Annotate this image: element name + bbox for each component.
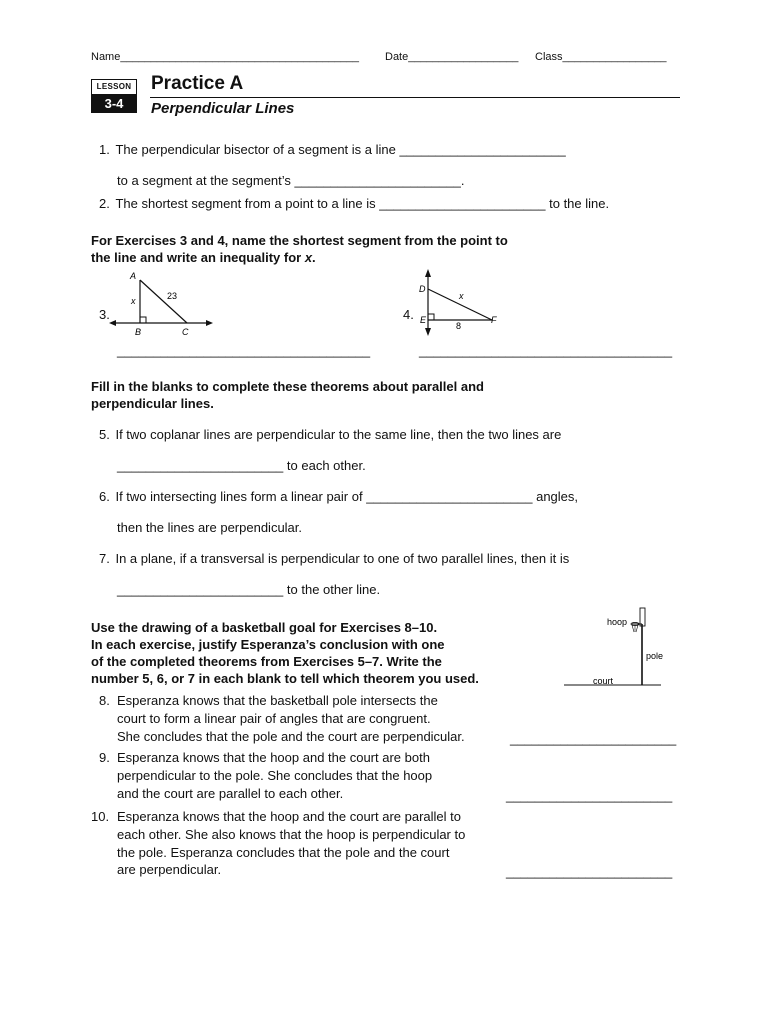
instruction-basketball-line2: In each exercise, justify Esperanza’s conclusion with one	[91, 637, 445, 652]
exercise-7-continued[interactable]: _______________________ to the other line.	[117, 582, 381, 597]
name-field[interactable]: Name_______________________________________	[91, 51, 359, 63]
exercise-4-number: 4.	[403, 307, 414, 322]
instruction-theorems-line2: perpendicular lines.	[91, 396, 214, 411]
label-side-8: 8	[456, 321, 462, 331]
basketball-goal-figure	[560, 604, 670, 690]
arrow-up-icon	[425, 269, 431, 277]
label-court: court	[593, 676, 614, 686]
date-field[interactable]: Date__________________	[385, 51, 519, 63]
exercise-8-number: 8.	[99, 693, 110, 708]
label-hoop: hoop	[607, 617, 628, 627]
net-icon	[632, 625, 638, 632]
exercise-5-continued[interactable]: _______________________ to each other.	[117, 458, 366, 473]
exercise-3-number: 3.	[99, 307, 110, 322]
label-e: E	[420, 315, 427, 325]
exercise-6[interactable]: 6. If two intersecting lines form a linear pair of _______________________ angles,	[99, 489, 579, 504]
segment-ac	[140, 280, 187, 323]
label-side-23: 23	[167, 291, 178, 301]
instruction-basketball-line1: Use the drawing of a basketball goal for Exercises 8–10.	[91, 620, 438, 635]
lesson-tag: LESSON	[91, 79, 137, 95]
exercise-9-line2: perpendicular to the pole. She concludes that the hoop	[117, 768, 433, 783]
label-x: x	[131, 296, 136, 306]
label-d: D	[419, 284, 426, 294]
instruction-basketball-line3: of the completed theorems from Exercises 5–7. Write the	[91, 654, 442, 669]
right-angle-mark	[140, 317, 146, 323]
exercise-8-line3: She concludes that the pole and the court are perpendicular.	[117, 729, 465, 744]
title-divider	[150, 97, 680, 98]
exercise-9-number: 9.	[99, 750, 110, 765]
label-pole: pole	[646, 651, 664, 661]
arrow-right-icon	[206, 320, 213, 326]
exercise-10-number: 10.	[91, 809, 110, 824]
exercise-6-continued: then the lines are perpendicular.	[117, 520, 303, 535]
answer-blank-10[interactable]: _______________________	[506, 864, 673, 879]
label-c: C	[182, 327, 189, 337]
label-x: x	[459, 291, 464, 301]
exercise-7: 7. In a plane, if a transversal is perpendicular to one of two parallel lines, then it is	[99, 551, 570, 566]
exercise-10-line2: each other. She also knows that the hoop is perpendicular to	[117, 827, 466, 842]
answer-blank-8[interactable]: _______________________	[510, 731, 677, 746]
class-field[interactable]: Class_________________	[535, 51, 667, 63]
lesson-number: 3-4	[91, 95, 137, 113]
exercise-5[interactable]: 5. If two coplanar lines are perpendicular to the same line, then the two lines are	[99, 427, 562, 442]
triangle-abc-figure	[105, 268, 220, 340]
answer-blank-4[interactable]: ___________________________________	[419, 343, 673, 358]
exercise-8-line1: Esperanza knows that the basketball pole intersects the	[117, 693, 438, 708]
exercise-8-line2: court to form a linear pair of angles that are congruent.	[117, 711, 431, 726]
backboard-icon	[640, 608, 645, 626]
instruction-3-4-line2: the line and write an inequality for x.	[91, 250, 316, 265]
label-f: F	[491, 315, 497, 325]
instruction-theorems-line1: Fill in the blanks to complete these theorems about parallel and	[91, 379, 484, 394]
arrow-left-icon	[109, 320, 116, 326]
instruction-3-4-line1: For Exercises 3 and 4, name the shortest segment from the point to	[91, 233, 508, 248]
answer-blank-9[interactable]: _______________________	[506, 788, 673, 803]
page-title: Practice A	[151, 73, 244, 94]
exercise-1[interactable]: 1. The perpendicular bisector of a segment is a line _______________________	[99, 142, 566, 157]
answer-blank-3[interactable]: ___________________________________	[117, 343, 371, 358]
exercise-2[interactable]: 2. The shortest segment from a point to a line is _______________________ to the line.	[99, 196, 610, 211]
exercise-1-continued[interactable]: to a segment at the segment’s _______________________.	[117, 173, 465, 188]
exercise-9-line1: Esperanza knows that the hoop and the court are both	[117, 750, 430, 765]
exercise-10-line3: the pole. Esperanza concludes that the pole and the court	[117, 845, 450, 860]
instruction-basketball-line4: number 5, 6, or 7 in each blank to tell which theorem you used.	[91, 671, 479, 686]
triangle-def-figure	[412, 266, 502, 338]
right-angle-mark	[428, 314, 434, 320]
exercise-10-line4: are perpendicular.	[117, 862, 222, 877]
exercise-9-line3: and the court are parallel to each other.	[117, 786, 344, 801]
exercise-10-line1: Esperanza knows that the hoop and the court are parallel to	[117, 809, 461, 824]
label-b: B	[135, 327, 142, 337]
label-a: A	[130, 271, 137, 281]
page-subtitle: Perpendicular Lines	[151, 100, 295, 117]
lesson-badge	[91, 79, 137, 114]
arrow-down-icon	[425, 328, 431, 336]
